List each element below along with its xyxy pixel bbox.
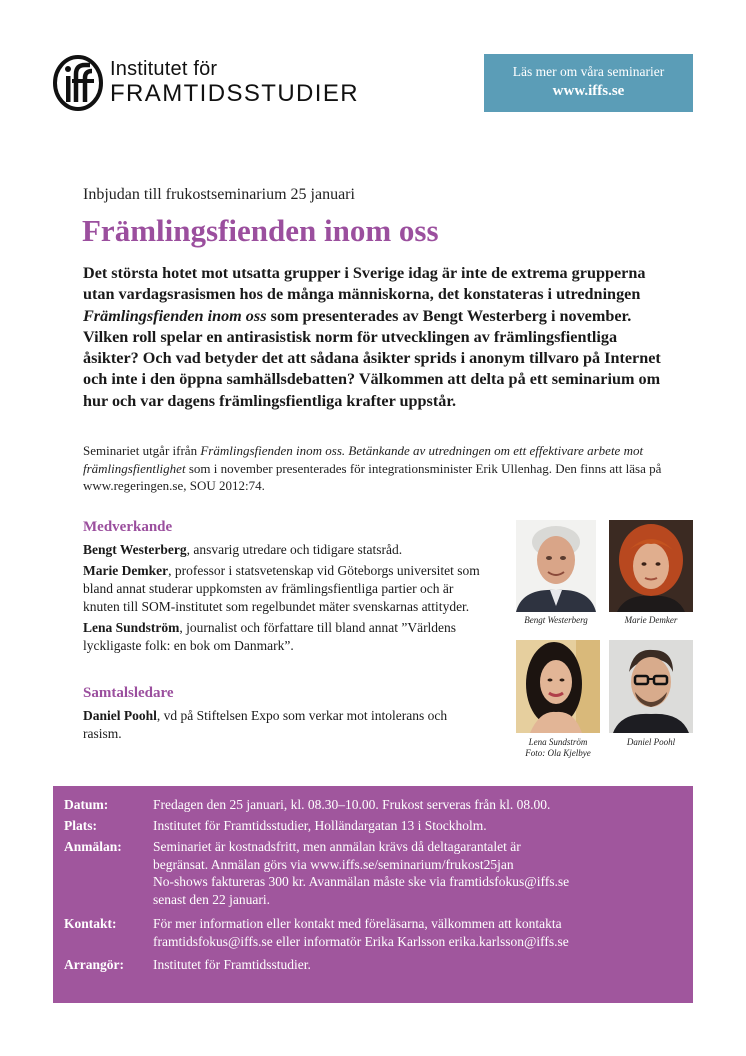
info-line: Seminariet är kostnadsfritt, men anmälan krävs då deltagarantalet är [153,839,521,854]
promo-link[interactable]: www.iffs.se [552,83,625,99]
caption-bengt: Bengt Westerberg [524,615,588,625]
iffs-logo-icon [52,52,104,112]
info-line: begränsat. Anmälan görs via www.iffs.se/seminarium/frukost25jan [153,856,514,872]
info-label: Plats: [64,818,97,833]
promo-box[interactable] [484,54,693,112]
info-label: Datum: [64,797,109,812]
info-line: För mer information eller kontakt med föreläsarna, välkommen att kontakta [153,916,562,931]
info-label: Kontakt: [64,916,117,931]
promo-text: Läs mer om våra seminarier [512,64,665,79]
logo-line2: FRAMTIDSSTUDIER [110,79,359,107]
portrait-image [609,520,693,612]
info-row-arrangor [64,956,684,974]
info-line: Fredagen den 25 januari, kl. 08.30–10.00. Frukost serveras från kl. 08.00. [153,797,551,812]
lead-text-2: som presenterades av Bengt Westerberg i november. Vilken roll spelar en antirasistisk norm för utvecklingen av främlingsfientliga åsikter? Och vad betyder det att sådana åsikter sprids i anonym tillvaro på Internet och inte i den öppna samhällsdebatten? Välkommen att delta på ett seminarium om hur och var dagens främlingsfientliga krafter uppstår. [83,306,661,410]
photo-daniel-poohl [609,640,693,733]
caption-lena [512,737,604,759]
info-line: Institutet för Framtidsstudier. [153,957,311,972]
caption-lena-name: Lena Sundström [528,737,588,747]
participant-name: Lena Sundström [83,620,180,635]
event-info-box [53,786,693,1003]
info-line: Institutet för Framtidsstudier, Holländargatan 13 i Stockholm. [153,818,487,833]
note-text-2: som i november presenterades för integrationsminister Erik Ullenhag. Den finns att läsa på www.regeringen.se, SOU 2012:74. [83,460,662,493]
info-value [153,796,684,814]
info-value [153,817,684,835]
logo-line1: Institutet för [110,57,218,80]
participants-list [83,541,483,658]
participant-item [83,562,483,616]
moderator-text [83,707,483,743]
info-line: senast den 22 januari. [153,891,270,907]
photo-bengt-westerberg [516,520,596,612]
participant-desc: , professor i statsvetenskap vid Göteborgs universitet som bland annat studerar uppkomsten av främlingsfientliga partier och är knuten till SOM-institutet som regelbundet mäter svenskarnas attityder. [83,563,480,614]
info-label: Arrangör: [64,957,124,972]
lead-italic: Främlingsfienden inom oss [83,306,267,325]
participant-desc: , ansvarig utredare och tidigare statsråd. [186,542,403,557]
logo-text [110,59,359,106]
caption-marie: Marie Demker [624,615,678,625]
participant-name: Bengt Westerberg [83,542,187,557]
info-line: framtidsfokus@iffs.se eller informatör Erika Karlsson erika.karlsson@iffs.se [153,933,569,949]
info-row-anmalan [64,838,684,908]
info-row-plats [64,817,684,835]
participant-desc: , journalist och författare till bland annat ”Världens lyckligaste folk: en bok om Danmark”. [83,620,457,653]
participant-name: Marie Demker [83,563,169,578]
page-title: Främlingsfienden inom oss [82,213,439,248]
info-line: No-shows faktureras 300 kr. Avanmälan måste ske via framtidsfokus@iffs.se [153,874,570,889]
lead-text-1: Det största hotet mot utsatta grupper i Sverige idag är inte de extrema grupperna utan vardagsrasismen hos de många människorna, det konstateras i utredningen [83,264,646,304]
caption-lena-credit: Foto: Ola Kjelbye [525,748,591,758]
portrait-image [609,640,693,733]
caption-daniel: Daniel Poohl [626,737,676,747]
source-note [83,442,673,495]
logo [52,52,359,112]
invitation-line: Inbjudan till frukostseminarium 25 januari [83,186,355,203]
info-value [153,956,684,974]
moderator-desc: , vd på Stiftelsen Expo som verkar mot intolerans och rasism. [83,708,448,741]
info-row-kontakt [64,915,684,950]
note-text-1: Seminariet utgår ifrån [83,443,201,458]
moderator-name: Daniel Poohl [83,708,157,723]
moderator-heading: Samtalsledare [83,685,174,701]
participant-item [83,619,483,655]
lead-paragraph [83,263,663,412]
participants-heading: Medverkande [83,519,173,535]
portrait-image [516,640,600,733]
info-label: Anmälan: [64,839,122,854]
note-italic: Främlingsfienden inom oss. Betänkande av utredningen om ett effektivare arbete mot främlingsfientlighet [83,443,644,476]
info-value [153,838,684,908]
info-row-datum [64,796,684,814]
portrait-image [516,520,596,612]
participant-item [83,541,483,559]
photo-lena-sundstrom [516,640,600,733]
info-value [153,915,684,950]
photo-marie-demker [609,520,693,612]
